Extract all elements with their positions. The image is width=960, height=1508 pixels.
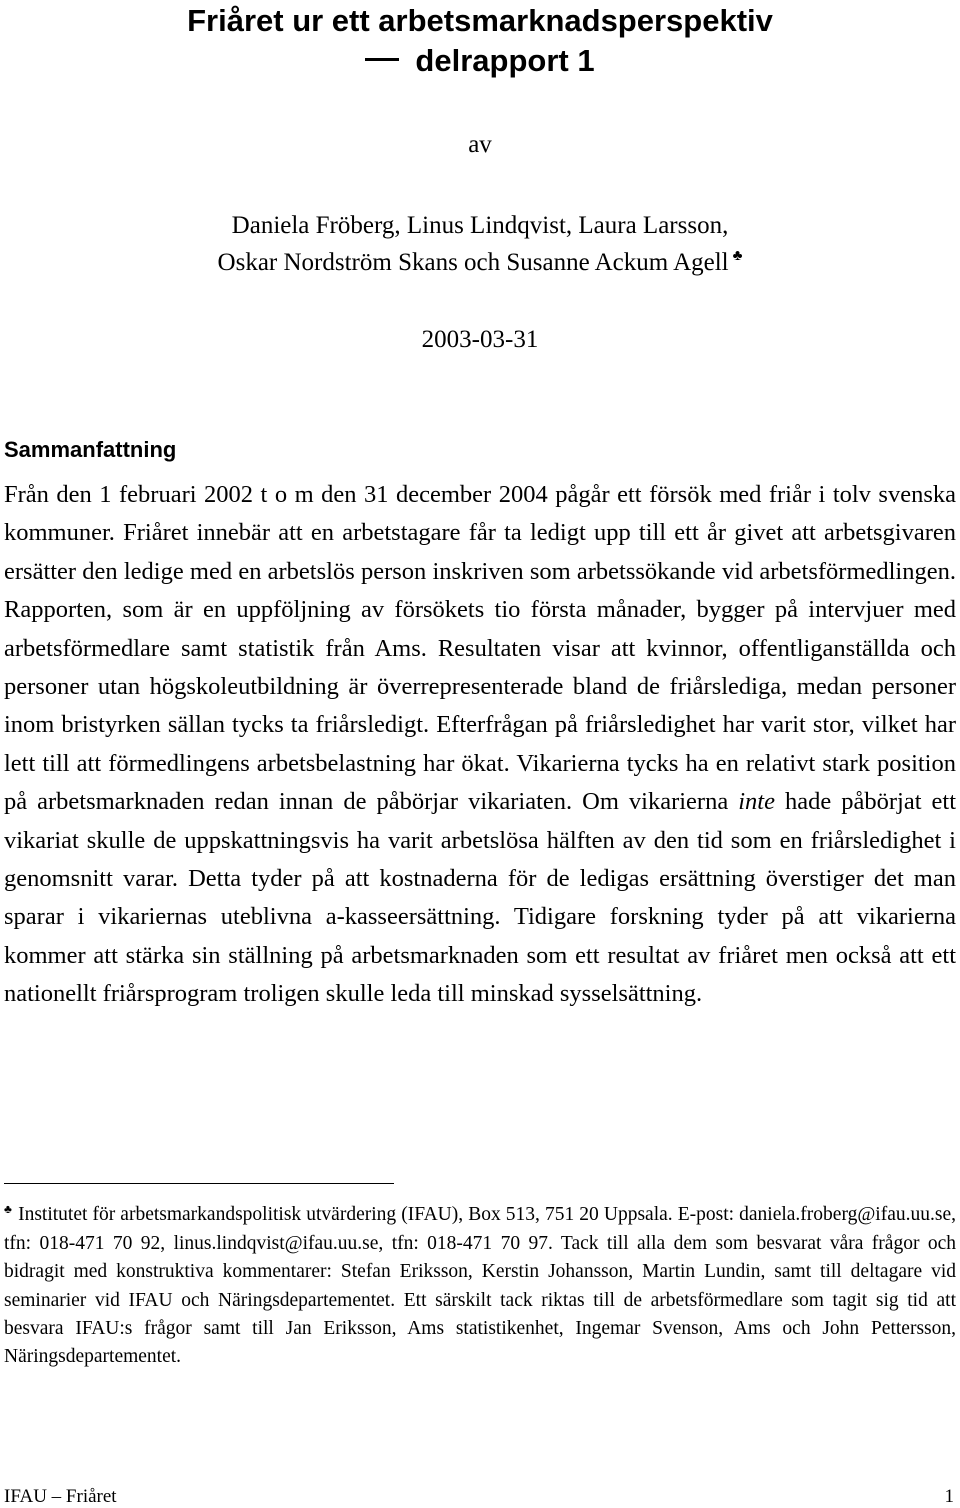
footnote-separator — [4, 1183, 394, 1184]
footnote-marker-symbol: ♣ — [4, 1202, 13, 1216]
abstract-text-1: Från den 1 februari 2002 t o m den 31 december 2004 pågår ett försök med friår i tolv svenska kommuner. Friåret innebär att en arbetstagare får ta ledigt upp till ett år givet att arbetsgivaren ersätter den ledige med en arbetslös person inskriven som arbetssökande vid arbetsförmedlingen. Rapporten, som är en uppföljning av försökets tio första månader, bygger på intervjuer med arbetsförmedlare samt statistik från Ams. Resultaten visar att kvinnor, offentliganställda och personer utan högskoleutbildning är överrepresenterade bland de friårslediga, medan personer inom bristyrken sällan tycks ta friårsledigt. Efterfrågan på friårsledighet har varit stor, vilket har lett till att förmedlingens arbetsbelastning har ökat. Vikarierna tycks ha en relativt stark position på arbetsmarknaden redan innan de påbörjar vikariaten. Om vikarierna — [4, 481, 956, 816]
em-dash-rule — [365, 58, 399, 61]
abstract-emphasis: inte — [738, 788, 775, 816]
authors-line-2 — [0, 248, 960, 281]
footer-label: IFAU – Friåret — [4, 1486, 117, 1507]
document-title: Friåret ur ett arbetsmarknadsperspektiv — [187, 3, 773, 38]
subtitle-text: delrapport 1 — [415, 43, 595, 78]
abstract-heading: Sammanfattning — [4, 437, 177, 462]
page-number: 1 — [944, 1486, 954, 1507]
footnote-marker[interactable]: ♣ — [732, 248, 743, 264]
footnote-text: Institutet för arbetsmarkandspolitisk utvärdering (IFAU), Box 513, 751 20 Uppsala. E-post: daniela.froberg@ifau.uu.se, tfn: 018-471 70 92, linus.lindqvist@ifau.uu.se, tfn: 018-471 70 97. Tack till alla dem som besvarat våra frågor och bidragit med konstruktiva kommentarer: Stefan Eriksson, Kerstin Johansson, Martin Lundin, samt till deltagare vid seminarier vid IFAU och Näringsdepartementet. Ett särskilt tack riktas till de arbetsförmedlare som tagit sig tid att besvara IFAU:s frågor samt till Jan Eriksson, Ams statistikenhet, Ingemar Svenson, Ams och John Pettersson, Näringsdepartementet. — [4, 1204, 956, 1368]
abstract-text-2: hade påbörjat ett vikariat skulle de uppskattningsvis ha varit arbetslösa hälften av den tid som en friårsledighet i genomsnitt varar. Detta tyder på att kostnaderna för de ledigas ersättning överstiger det man sparar i vikariernas uteblivna a-kasseersättning. Tidigare forskning tyder på att vikarierna kommer att stärka sin ställning på arbetsmarknaden som ett resultat av friåret men också att ett nationellt friårsprogram troligen skulle leda till minskad sysselsättning. — [4, 788, 957, 1008]
authors-line-2-text: Oskar Nordström Skans och Susanne Ackum Agell — [217, 249, 729, 276]
document-subtitle — [0, 42, 960, 80]
by-line: av — [468, 131, 492, 158]
document-date: 2003-03-31 — [421, 326, 539, 353]
footnote — [4, 1201, 956, 1371]
abstract-paragraph — [4, 476, 956, 1014]
authors-line-1: Daniela Fröberg, Linus Lindqvist, Laura Larsson, — [231, 212, 729, 239]
